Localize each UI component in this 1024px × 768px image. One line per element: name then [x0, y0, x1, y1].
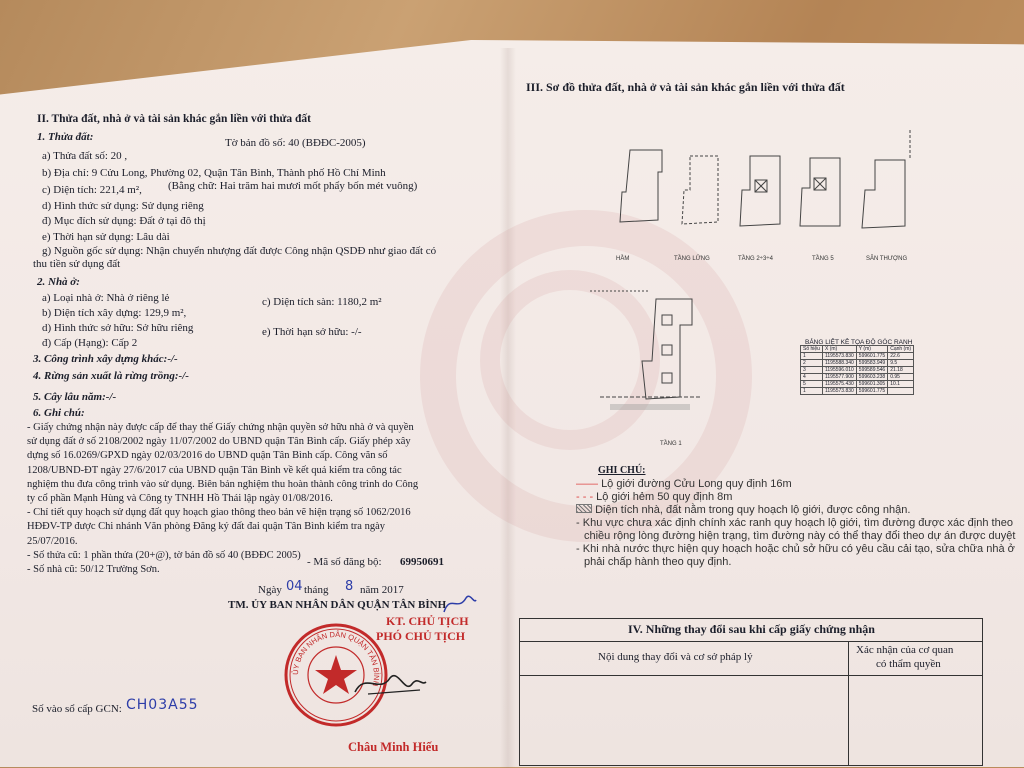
- coord-cell: 2: [801, 360, 823, 367]
- issue-date-prefix: Ngày: [258, 584, 282, 596]
- map-sheet: Tờ bản đồ số: 40 (BĐĐC-2005): [225, 137, 366, 149]
- floor-label-floor-2-4: TẦNG 2÷3÷4: [738, 256, 773, 262]
- registration-code: 69950691: [400, 556, 444, 568]
- issue-day: 04: [286, 579, 303, 594]
- diagram-notes-heading: GHI CHÚ:: [598, 465, 646, 476]
- other-construction: 3. Công trình xây dựng khác:-/-: [33, 353, 178, 365]
- coord-cell: 1: [801, 353, 823, 360]
- change-content-header: Nội dung thay đổi và cơ sở pháp lý: [598, 651, 753, 663]
- note-line: dựng số 16.0269/GPXD ngày 02/03/2016 do UBND quận Tân Bình cấp. Công văn số: [27, 450, 388, 462]
- authority-confirmation-header: Xác nhận của cơ quan: [856, 644, 954, 656]
- notes-heading: 6. Ghi chú:: [33, 407, 85, 419]
- handwritten-signature: [350, 664, 430, 704]
- floor-plans-upper: [600, 130, 920, 270]
- diagram-note-line: - Khi nhà nước thực hiện quy hoạch hoặc chủ sở hữu có yêu cầu cải tạo, sửa chữa nhà ở: [576, 543, 1015, 555]
- floor-plan-floor-2-4: [740, 156, 780, 226]
- perennial-trees: 5. Cây lâu năm:-/-: [33, 391, 117, 403]
- authority-confirmation-header-cont: có thẩm quyền: [876, 658, 941, 670]
- street-boundary-icon: ——: [576, 478, 598, 490]
- coord-header-cell: Y (m): [856, 346, 887, 353]
- section-4-title: IV. Những thay đổi sau khi cấp giấy chứng nhận: [628, 622, 875, 636]
- coord-cell: 5: [801, 381, 823, 388]
- land-heading: 1. Thửa đất:: [37, 131, 94, 143]
- build-area: b) Diện tích xây dựng: 129,9 m²,: [42, 307, 187, 319]
- planted-forest: 4. Rừng sản xuất là rừng trồng:-/-: [33, 370, 189, 382]
- floor-plan-mezzanine: [682, 156, 718, 224]
- coordinate-table-row: [801, 367, 914, 374]
- coord-cell: 599589.546: [856, 367, 887, 374]
- changes-table-divider: [848, 641, 849, 765]
- coordinate-table-header: [801, 346, 914, 353]
- floor-plan-floor-5: [800, 158, 840, 226]
- note-line: 1208/UBND-ĐT ngày 27/6/2017 của UBND quận Tân Bình về kết quả kiểm tra công tác: [27, 464, 402, 476]
- issue-month: 8: [345, 579, 354, 594]
- coord-cell: 1195588.340: [822, 360, 856, 367]
- diagram-note-text: Khu vực chưa xác định chính xác ranh quy hoạch lộ giới, tìm đường được xác định theo: [582, 517, 1013, 529]
- changes-table: [519, 618, 983, 766]
- coordinate-table-row: [801, 360, 914, 367]
- coordinate-table-row: [801, 353, 914, 360]
- note-line: - Số thửa cũ: 1 phần thửa (20+@), tờ bản đồ số 40 (BĐĐC 2005): [27, 549, 301, 561]
- use-form: d) Hình thức sử dụng: Sử dụng riêng: [42, 200, 204, 212]
- floor-plan-rooftop: [862, 160, 905, 228]
- signer-name: Châu Minh Hiếu: [348, 740, 439, 754]
- coord-cell: 599601.775: [856, 353, 887, 360]
- issue-date-month-label: tháng: [304, 584, 329, 596]
- coord-cell: 599601.305: [856, 381, 887, 388]
- use-purpose: đ) Mục đích sử dụng: Đất ở tại đô thị: [42, 215, 206, 227]
- diagram-note-text: chiều rộng lòng đường hiện trạng, tìm đường này có thể thay đổi theo dự án được duyệt: [584, 530, 1016, 542]
- coord-header-cell: X (m): [822, 346, 856, 353]
- hatched-area-icon: [576, 504, 592, 513]
- use-term: e) Thời hạn sử dụng: Lâu dài: [42, 231, 170, 243]
- ground-floor-outline: [642, 299, 692, 399]
- alley-boundary-icon: - - -: [576, 491, 594, 503]
- note-line: - Số nhà cũ: 50/12 Trường Sơn.: [27, 564, 160, 576]
- coord-header-cell: Số hiệu: [801, 346, 823, 353]
- note-line: 25/07/2016.: [27, 535, 78, 547]
- note-line: ty cổ phần Mạnh Hùng và Công ty TNHH Hồ Thái lập ngày 01/08/2016.: [27, 493, 333, 505]
- floor-label-rooftop: SÂN THƯỢNG: [866, 256, 908, 262]
- floor-label-mezzanine: TẦNG LỬNG: [674, 256, 710, 262]
- section-3-title: III. Sơ đồ thửa đất, nhà ở và tài sản khác gắn liền với thửa đất: [526, 80, 845, 94]
- coord-cell: 9.5: [888, 360, 914, 367]
- diagram-notes: [576, 478, 1015, 569]
- parcel-number: a) Thửa đất số: 20 ,: [42, 150, 128, 162]
- diagram-note-line: [576, 530, 1015, 543]
- diagram-note-line: [576, 556, 1015, 569]
- coord-cell: 4: [801, 374, 823, 381]
- note-line: - Chỉ tiết quy hoạch sử dụng đất quy hoạch giao thông theo bản vẽ hiện trạng số 1062/2016: [27, 507, 411, 519]
- coord-cell: 21.18: [888, 367, 914, 374]
- gcn-register-label: Số vào sổ cấp GCN:: [32, 703, 122, 715]
- changes-table-title-row: [520, 619, 982, 642]
- coord-cell: 1195573.830: [822, 388, 856, 395]
- issue-year: năm 2017: [360, 584, 404, 596]
- ownership-form: d) Hình thức sở hữu: Sở hữu riêng: [42, 322, 194, 334]
- changes-table-header-row: [520, 641, 982, 676]
- floor-label-floor-5: TẦNG 5: [812, 256, 834, 262]
- land-origin-cont: thu tiền sử dụng đất: [33, 258, 121, 270]
- coord-cell: 1: [801, 388, 823, 395]
- coordinate-table-row: [801, 381, 914, 388]
- floor-label-ground: TẦNG 1: [660, 441, 682, 447]
- diagram-note-text: Lộ giới hẻm 50 quy định 8m: [596, 491, 733, 503]
- house-heading: 2. Nhà ở:: [37, 276, 80, 288]
- diagram-note-line: [576, 504, 1015, 517]
- coordinate-table-row: [801, 388, 914, 395]
- coordinate-table-title: BẢNG LIỆT KÊ TỌA ĐỘ GÓC RANH: [805, 339, 913, 346]
- notes-body: [27, 421, 457, 577]
- floor-area: c) Diện tích sàn: 1180,2 m²: [262, 296, 382, 308]
- coord-cell: 599603.238: [856, 374, 887, 381]
- coord-cell: 1195577.900: [822, 374, 856, 381]
- note-line: sử dụng đất ở số 2108/2002 ngày 11/07/2002 do UBND quận Tân Bình cấp. Giấy phép xây: [27, 436, 411, 448]
- seal-text: ỦY BAN NHÂN DÂN QUẬN TÂN BÌNH: [290, 629, 382, 688]
- land-area-words: (Bằng chữ: Hai trăm hai mươi mốt phẩy bốn mét vuông): [168, 180, 418, 192]
- diagram-note-line: [576, 478, 1015, 491]
- diagram-note-line: - Khu vực chưa xác định chính xác ranh quy hoạch lộ giới, tìm đường được xác định theo: [576, 517, 1013, 529]
- coord-cell: 599601.775: [856, 388, 887, 395]
- diagram-note-text: Diện tích nhà, đất nằm trong quy hoạch lộ giới, được công nhận.: [595, 504, 911, 516]
- diagram-note-line: [576, 491, 1015, 504]
- land-area: c) Diện tích: 221,4 m²,: [42, 184, 142, 196]
- coord-cell: [888, 388, 914, 395]
- diagram-note-text: Khi nhà nước thực hiện quy hoạch hoặc chủ sở hữu có yêu cầu cải tạo, sửa chữa nhà ở: [582, 543, 1015, 555]
- floor-plan-basement: [620, 150, 662, 222]
- house-type: a) Loại nhà ở: Nhà ở riêng lẻ: [42, 292, 170, 304]
- address: b) Địa chỉ: 9 Cửu Long, Phường 02, Quận Tân Bình, Thành phố Hồ Chí Minh: [42, 167, 386, 179]
- coord-cell: 1195573.830: [822, 353, 856, 360]
- floor-plan-ground: [580, 285, 720, 455]
- signer-role-vice-chair: PHÓ CHỦ TỊCH: [376, 629, 466, 643]
- note-line: - Giấy chứng nhận này được cấp để thay thế Giấy chứng nhận quyền sở hữu nhà ở và quyền: [27, 422, 414, 433]
- note-line: HĐĐV-TP được Chi nhánh Văn phòng Đăng ký đất đai quận Tân Bình kiểm tra ngày: [27, 521, 385, 533]
- coord-cell: 22.6: [888, 353, 914, 360]
- registration-code-label: - Mã số đăng bộ:: [307, 556, 382, 568]
- floor-label-basement: HẦM: [616, 256, 630, 262]
- diagram-note-text: phải chấp hành theo quy định.: [584, 556, 732, 568]
- section-2-title: II. Thửa đất, nhà ở và tài sản khác gắn liền với thửa đất: [37, 113, 311, 125]
- coord-cell: 10.1: [888, 381, 914, 388]
- house-grade: đ) Cấp (Hạng): Cấp 2: [42, 337, 138, 349]
- coord-header-cell: Cạnh (m): [888, 346, 914, 353]
- ownership-term: e) Thời hạn sở hữu: -/-: [262, 326, 362, 338]
- coord-cell: 599583.949: [856, 360, 887, 367]
- land-origin: g) Nguồn gốc sử dụng: Nhận chuyển nhượng đất được Công nhận QSDĐ như giao đất có: [42, 245, 437, 257]
- coordinate-table-row: [801, 374, 914, 381]
- signer-role-kt: KT. CHỦ TỊCH: [386, 614, 469, 628]
- handwritten-mark: [440, 590, 480, 620]
- coord-cell: 1195596.010: [822, 367, 856, 374]
- note-line: nghiệm thu đưa công trình vào sử dụng. Biên bản nghiệm thu hoàn thành công trình do Công: [27, 478, 419, 490]
- coordinate-table: [800, 345, 914, 395]
- coord-cell: 1195575.430: [822, 381, 856, 388]
- coord-cell: 3: [801, 367, 823, 374]
- coord-cell: 0.95: [888, 374, 914, 381]
- diagram-note-text: Lộ giới đường Cửu Long quy định 16m: [601, 478, 792, 490]
- issuing-authority: TM. ỦY BAN NHÂN DÂN QUẬN TÂN BÌNH: [228, 599, 447, 611]
- gcn-register-number: CH03A55: [126, 697, 199, 713]
